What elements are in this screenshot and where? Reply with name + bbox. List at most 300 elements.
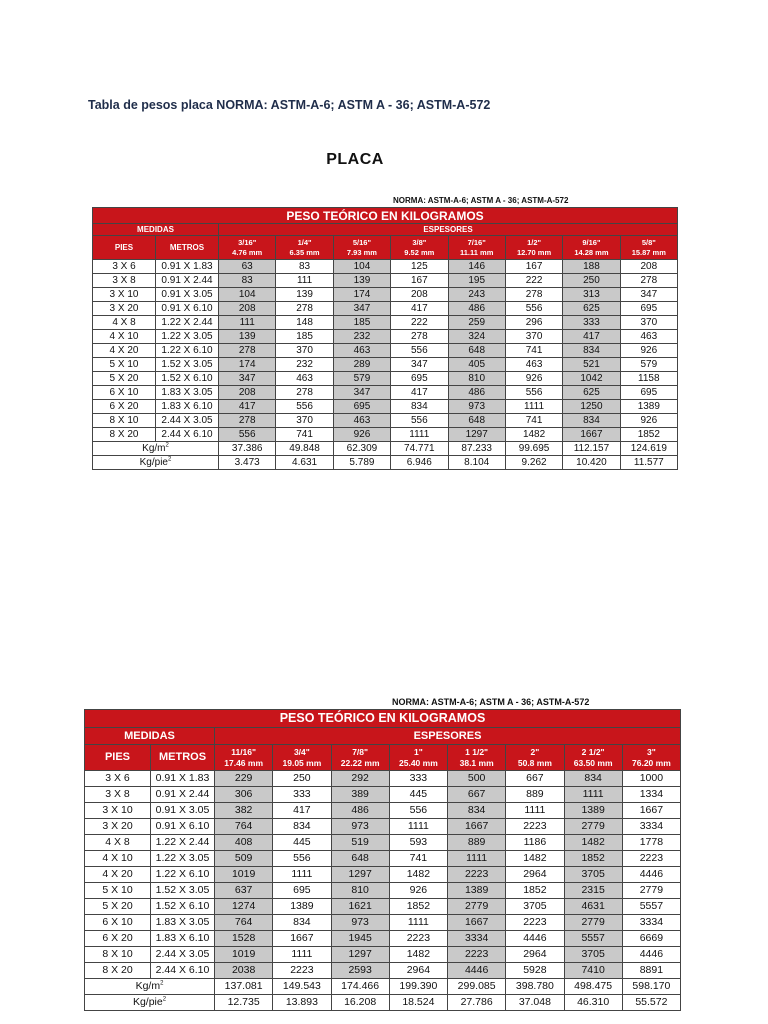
thickness-fraction: 5/16" <box>352 238 372 247</box>
table-row <box>85 883 681 899</box>
weight-cell: 889 <box>448 835 506 851</box>
weight-cell: 174 <box>219 358 276 372</box>
weight-cell: 370 <box>276 414 333 428</box>
table-row <box>93 316 678 330</box>
weight-cell: 973 <box>448 400 505 414</box>
pies-cell: 3 X 8 <box>93 274 156 288</box>
weight-cell: 834 <box>273 915 331 931</box>
weight-cell: 463 <box>620 330 677 344</box>
weight-cell: 104 <box>219 288 276 302</box>
weight-cell: 1042 <box>563 372 620 386</box>
weight-cell: 1482 <box>506 851 564 867</box>
thickness-fraction: 1/2" <box>527 238 542 247</box>
weight-cell: 926 <box>620 344 677 358</box>
weight-cell: 521 <box>563 358 620 372</box>
weight-cell: 104 <box>333 260 390 274</box>
weight-cell: 232 <box>333 330 390 344</box>
weight-cell: 222 <box>505 274 562 288</box>
weight-cell: 695 <box>620 302 677 316</box>
weight-cell: 695 <box>620 386 677 400</box>
weight-cell: 637 <box>215 883 273 899</box>
weight-cell: 667 <box>448 787 506 803</box>
pies-cell: 3 X 6 <box>93 260 156 274</box>
metros-cell: 1.22 X 6.10 <box>151 867 215 883</box>
pies-header: PIES <box>93 236 156 260</box>
weight-cell: 1111 <box>448 851 506 867</box>
weight-cell: 1482 <box>389 947 447 963</box>
kgm2-cell: 498.475 <box>564 979 622 995</box>
weight-cell: 1667 <box>448 915 506 931</box>
weight-cell: 579 <box>620 358 677 372</box>
thickness-header <box>391 236 448 260</box>
weight-cell: 278 <box>391 330 448 344</box>
weight-cell: 741 <box>505 414 562 428</box>
weight-cell: 185 <box>333 316 390 330</box>
metros-cell: 2.44 X 3.05 <box>151 947 215 963</box>
pies-cell: 4 X 8 <box>85 835 151 851</box>
weight-cell: 167 <box>505 260 562 274</box>
weight-cell: 1389 <box>564 803 622 819</box>
weight-cell: 195 <box>448 274 505 288</box>
kgm2-cell: 149.543 <box>273 979 331 995</box>
weight-cell: 1158 <box>620 372 677 386</box>
thickness-mm: 12.70 mm <box>516 247 552 257</box>
squared-mark: 2 <box>168 456 172 463</box>
weight-cell: 625 <box>563 386 620 400</box>
weight-cell: 2223 <box>622 851 680 867</box>
weight-cell: 1111 <box>505 400 562 414</box>
weight-cell: 2223 <box>448 947 506 963</box>
weight-cell: 1111 <box>506 803 564 819</box>
thickness-header <box>505 236 562 260</box>
weight-cell: 1111 <box>389 915 447 931</box>
weight-cell: 500 <box>448 771 506 787</box>
pies-cell: 3 X 6 <box>85 771 151 787</box>
weight-cell: 232 <box>276 358 333 372</box>
metros-cell: 2.44 X 6.10 <box>151 963 215 979</box>
table-row <box>93 288 678 302</box>
kgpie2-cell: 18.524 <box>389 995 447 1011</box>
weight-cell: 648 <box>448 414 505 428</box>
weight-cell: 556 <box>505 302 562 316</box>
kgm2-cell: 112.157 <box>563 442 620 456</box>
weight-cell: 3705 <box>564 947 622 963</box>
metros-cell: 0.91 X 1.83 <box>156 260 219 274</box>
table-row <box>93 414 678 428</box>
weight-cell: 278 <box>219 414 276 428</box>
weight-cell: 347 <box>391 358 448 372</box>
table-row <box>85 899 681 915</box>
kgpie2-cell: 6.946 <box>391 456 448 470</box>
weight-cell: 926 <box>620 414 677 428</box>
kgpie2-cell: 16.208 <box>331 995 389 1011</box>
weight-cell: 1852 <box>564 851 622 867</box>
table-row <box>93 302 678 316</box>
kgpie2-cell: 12.735 <box>215 995 273 1011</box>
pies-cell: 5 X 20 <box>85 899 151 915</box>
metros-cell: 1.22 X 2.44 <box>156 316 219 330</box>
weight-cell: 83 <box>219 274 276 288</box>
thickness-header <box>563 236 620 260</box>
weight-cell: 63 <box>219 260 276 274</box>
kgpie2-label <box>93 456 219 470</box>
kgm2-label <box>85 979 215 995</box>
table-row <box>85 819 681 835</box>
weight-cell: 146 <box>448 260 505 274</box>
weight-cell: 834 <box>563 414 620 428</box>
weight-cell: 1297 <box>331 867 389 883</box>
weight-cell: 292 <box>331 771 389 787</box>
metros-cell: 0.91 X 2.44 <box>151 787 215 803</box>
metros-cell: 1.22 X 2.44 <box>151 835 215 851</box>
weight-cell: 208 <box>391 288 448 302</box>
metros-cell: 1.22 X 3.05 <box>151 851 215 867</box>
thickness-mm: 50.8 mm <box>517 757 552 768</box>
table-row <box>93 344 678 358</box>
weight-cell: 370 <box>620 316 677 330</box>
weight-cell: 347 <box>333 302 390 316</box>
thickness-mm: 15.87 mm <box>631 247 666 257</box>
thickness-mm: 19.05 mm <box>282 757 322 768</box>
weight-cell: 1111 <box>273 947 331 963</box>
weight-cell: 3705 <box>506 899 564 915</box>
weight-cell: 296 <box>505 316 562 330</box>
weight-cell: 408 <box>215 835 273 851</box>
thickness-header <box>620 236 677 260</box>
thickness-header <box>219 236 276 260</box>
weight-cell: 1186 <box>506 835 564 851</box>
table-row <box>93 260 678 274</box>
weight-cell: 764 <box>215 819 273 835</box>
weight-cell: 509 <box>215 851 273 867</box>
weight-cell: 139 <box>333 274 390 288</box>
kgpie2-label-text: Kg/pie <box>132 996 163 1009</box>
kgm2-cell: 87.233 <box>448 442 505 456</box>
pies-cell: 8 X 10 <box>85 947 151 963</box>
weight-cell: 810 <box>448 372 505 386</box>
kgpie2-cell: 4.631 <box>276 456 333 470</box>
weight-cell: 4446 <box>506 931 564 947</box>
weight-cell: 1667 <box>273 931 331 947</box>
weight-cell: 188 <box>563 260 620 274</box>
weight-cell: 2964 <box>506 867 564 883</box>
weight-cell: 695 <box>333 400 390 414</box>
pies-cell: 4 X 20 <box>93 344 156 358</box>
weight-cell: 1111 <box>389 819 447 835</box>
thickness-mm: 6.35 mm <box>289 247 320 257</box>
weight-cell: 889 <box>506 787 564 803</box>
kgpie2-cell: 55.572 <box>622 995 680 1011</box>
thickness-fraction: 2" <box>530 747 540 757</box>
table-row <box>85 963 681 979</box>
thickness-mm: 17.46 mm <box>224 757 263 768</box>
kgpie2-cell: 13.893 <box>273 995 331 1011</box>
weight-cell: 556 <box>276 400 333 414</box>
kgpie2-cell: 9.262 <box>505 456 562 470</box>
metros-cell: 0.91 X 3.05 <box>156 288 219 302</box>
weight-cell: 1482 <box>389 867 447 883</box>
squared-mark: 2 <box>165 442 169 449</box>
thickness-fraction: 3/8" <box>412 238 427 247</box>
kgpie2-cell: 27.786 <box>448 995 506 1011</box>
weight-cell: 417 <box>391 386 448 400</box>
weight-cell: 1945 <box>331 931 389 947</box>
weight-table <box>92 207 678 470</box>
pies-cell: 3 X 10 <box>85 803 151 819</box>
weight-cell: 222 <box>391 316 448 330</box>
metros-cell: 0.91 X 2.44 <box>156 274 219 288</box>
weight-cell: 695 <box>273 883 331 899</box>
weight-cell: 973 <box>331 915 389 931</box>
weight-cell: 2223 <box>389 931 447 947</box>
weight-cell: 250 <box>273 771 331 787</box>
weight-cell: 4631 <box>564 899 622 915</box>
table-row <box>85 947 681 963</box>
espesores-header: ESPESORES <box>219 224 678 236</box>
table-row <box>85 915 681 931</box>
table-row <box>93 372 678 386</box>
pies-cell: 3 X 8 <box>85 787 151 803</box>
weight-cell: 250 <box>563 274 620 288</box>
table-row <box>93 428 678 442</box>
weight-cell: 764 <box>215 915 273 931</box>
weight-cell: 2779 <box>564 819 622 835</box>
weight-cell: 445 <box>389 787 447 803</box>
weight-cell: 417 <box>391 302 448 316</box>
thickness-header <box>564 745 622 771</box>
kgm2-label-text: Kg/m <box>142 442 166 454</box>
metros-cell: 0.91 X 6.10 <box>151 819 215 835</box>
table-title: PESO TEÓRICO EN KILOGRAMOS <box>85 710 681 728</box>
metros-cell: 1.83 X 3.05 <box>151 915 215 931</box>
weight-cell: 1482 <box>564 835 622 851</box>
weight-cell: 463 <box>333 414 390 428</box>
weight-cell: 3334 <box>622 915 680 931</box>
weight-cell: 289 <box>333 358 390 372</box>
weight-cell: 389 <box>331 787 389 803</box>
medidas-header: MEDIDAS <box>93 224 219 236</box>
weight-cell: 741 <box>389 851 447 867</box>
kgm2-cell: 37.386 <box>219 442 276 456</box>
kgpie2-label-text: Kg/pie <box>139 456 168 468</box>
weight-cell: 370 <box>276 344 333 358</box>
weight-cell: 278 <box>276 302 333 316</box>
weight-cell: 382 <box>215 803 273 819</box>
weight-cell: 2223 <box>448 867 506 883</box>
document-title: Tabla de pesos placa NORMA: ASTM-A-6; ASTM A - 36; ASTM-A-572 <box>88 98 491 112</box>
kgm2-cell: 74.771 <box>391 442 448 456</box>
weight-cell: 2315 <box>564 883 622 899</box>
thickness-mm: 25.40 mm <box>399 757 438 768</box>
kgm2-cell: 299.085 <box>448 979 506 995</box>
thickness-fraction: 3/16" <box>238 238 257 247</box>
weight-cell: 4446 <box>622 947 680 963</box>
weight-cell: 926 <box>389 883 447 899</box>
weight-cell: 347 <box>219 372 276 386</box>
norma-label: NORMA: ASTM-A-6; ASTM A - 36; ASTM-A-572 <box>392 697 590 707</box>
table-title: PESO TEÓRICO EN KILOGRAMOS <box>93 208 678 224</box>
weight-cell: 463 <box>333 344 390 358</box>
pies-cell: 8 X 20 <box>93 428 156 442</box>
kgm2-label <box>93 442 219 456</box>
thickness-header <box>273 745 331 771</box>
weight-cell: 1528 <box>215 931 273 947</box>
weight-cell: 834 <box>448 803 506 819</box>
weight-cell: 2223 <box>506 915 564 931</box>
kgpie2-label <box>85 995 215 1011</box>
kgpie2-cell: 37.048 <box>506 995 564 1011</box>
weight-cell: 973 <box>331 819 389 835</box>
thickness-header <box>331 745 389 771</box>
weight-cell: 370 <box>505 330 562 344</box>
thickness-mm: 63.50 mm <box>573 757 613 768</box>
metros-cell: 1.52 X 6.10 <box>151 899 215 915</box>
table-row <box>93 358 678 372</box>
kgm2-cell: 137.081 <box>215 979 273 995</box>
pies-cell: 4 X 10 <box>93 330 156 344</box>
weight-cell: 519 <box>331 835 389 851</box>
pies-cell: 3 X 10 <box>93 288 156 302</box>
norma-label: NORMA: ASTM-A-6; ASTM A - 36; ASTM-A-572 <box>393 196 569 205</box>
table-row <box>85 803 681 819</box>
weight-cell: 111 <box>219 316 276 330</box>
thickness-header <box>448 236 505 260</box>
weight-cell: 1111 <box>391 428 448 442</box>
thickness-fraction: 1" <box>413 747 423 757</box>
weight-cell: 463 <box>276 372 333 386</box>
metros-cell: 1.83 X 3.05 <box>156 386 219 400</box>
weight-cell: 556 <box>219 428 276 442</box>
weight-cell: 1852 <box>506 883 564 899</box>
weight-cell: 2038 <box>215 963 273 979</box>
thickness-mm: 22.22 mm <box>340 757 380 768</box>
weight-cell: 278 <box>505 288 562 302</box>
weight-cell: 6669 <box>622 931 680 947</box>
weight-cell: 83 <box>276 260 333 274</box>
weight-cell: 593 <box>389 835 447 851</box>
thickness-fraction: 3/4" <box>293 747 310 757</box>
thickness-header <box>276 236 333 260</box>
weight-cell: 1250 <box>563 400 620 414</box>
thickness-fraction: 3" <box>646 747 656 757</box>
weight-cell: 1482 <box>505 428 562 442</box>
weight-cell: 556 <box>391 344 448 358</box>
weight-cell: 229 <box>215 771 273 787</box>
table-row <box>85 771 681 787</box>
table-row <box>85 867 681 883</box>
metros-cell: 1.52 X 3.05 <box>151 883 215 899</box>
weight-cell: 1667 <box>563 428 620 442</box>
weight-cell: 278 <box>219 344 276 358</box>
weight-cell: 2779 <box>448 899 506 915</box>
weight-cell: 2964 <box>506 947 564 963</box>
pies-cell: 3 X 20 <box>85 819 151 835</box>
weight-cell: 2779 <box>622 883 680 899</box>
weight-cell: 926 <box>505 372 562 386</box>
metros-cell: 2.44 X 6.10 <box>156 428 219 442</box>
metros-cell: 2.44 X 3.05 <box>156 414 219 428</box>
weight-cell: 648 <box>331 851 389 867</box>
pies-cell: 5 X 10 <box>93 358 156 372</box>
weight-cell: 2593 <box>331 963 389 979</box>
weight-cell: 1111 <box>564 787 622 803</box>
weight-cell: 8891 <box>622 963 680 979</box>
table-row <box>85 851 681 867</box>
weight-cell: 1019 <box>215 867 273 883</box>
weight-cell: 579 <box>333 372 390 386</box>
thickness-fraction: 7/8" <box>352 747 369 757</box>
kgpie2-cell: 3.473 <box>219 456 276 470</box>
metros-header: METROS <box>151 745 215 771</box>
thickness-header <box>215 745 273 771</box>
kgpie2-cell: 11.577 <box>620 456 677 470</box>
weight-cell: 167 <box>391 274 448 288</box>
weight-cell: 834 <box>391 400 448 414</box>
weight-cell: 243 <box>448 288 505 302</box>
weight-cell: 1111 <box>273 867 331 883</box>
metros-cell: 1.83 X 6.10 <box>151 931 215 947</box>
thickness-header <box>448 745 506 771</box>
weight-cell: 556 <box>391 414 448 428</box>
weight-cell: 1297 <box>448 428 505 442</box>
thickness-mm: 9.52 mm <box>404 247 435 257</box>
weight-cell: 810 <box>331 883 389 899</box>
weight-cell: 313 <box>563 288 620 302</box>
weight-cell: 556 <box>389 803 447 819</box>
weight-cell: 1667 <box>622 803 680 819</box>
weight-cell: 174 <box>333 288 390 302</box>
weight-cell: 7410 <box>564 963 622 979</box>
pies-cell: 8 X 10 <box>93 414 156 428</box>
table-row <box>93 274 678 288</box>
pies-cell: 3 X 20 <box>93 302 156 316</box>
kgm2-cell: 398.780 <box>506 979 564 995</box>
weight-cell: 625 <box>563 302 620 316</box>
kgm2-cell: 49.848 <box>276 442 333 456</box>
pies-cell: 6 X 20 <box>93 400 156 414</box>
table-row <box>93 330 678 344</box>
weight-cell: 556 <box>505 386 562 400</box>
metros-cell: 1.52 X 3.05 <box>156 358 219 372</box>
kgpie2-cell: 46.310 <box>564 995 622 1011</box>
thickness-fraction: 7/16" <box>467 238 486 247</box>
weight-cell: 148 <box>276 316 333 330</box>
weight-cell: 1334 <box>622 787 680 803</box>
thickness-header <box>506 745 564 771</box>
weight-cell: 2223 <box>273 963 331 979</box>
weight-cell: 306 <box>215 787 273 803</box>
thickness-mm: 76.20 mm <box>632 757 671 768</box>
weight-cell: 834 <box>563 344 620 358</box>
weight-cell: 1852 <box>389 899 447 915</box>
table-row <box>85 787 681 803</box>
kgm2-cell: 174.466 <box>331 979 389 995</box>
weight-cell: 486 <box>331 803 389 819</box>
weight-cell: 4446 <box>622 867 680 883</box>
kgm2-cell: 99.695 <box>505 442 562 456</box>
kgm2-label-text: Kg/m <box>135 980 161 993</box>
weight-cell: 333 <box>389 771 447 787</box>
metros-cell: 0.91 X 1.83 <box>151 771 215 787</box>
thickness-fraction: 1 1/2" <box>465 747 489 757</box>
weight-cell: 2223 <box>506 819 564 835</box>
table-row <box>85 931 681 947</box>
weight-cell: 333 <box>563 316 620 330</box>
weight-cell: 648 <box>448 344 505 358</box>
weight-cell: 111 <box>276 274 333 288</box>
weight-cell: 445 <box>273 835 331 851</box>
weight-cell: 1389 <box>620 400 677 414</box>
